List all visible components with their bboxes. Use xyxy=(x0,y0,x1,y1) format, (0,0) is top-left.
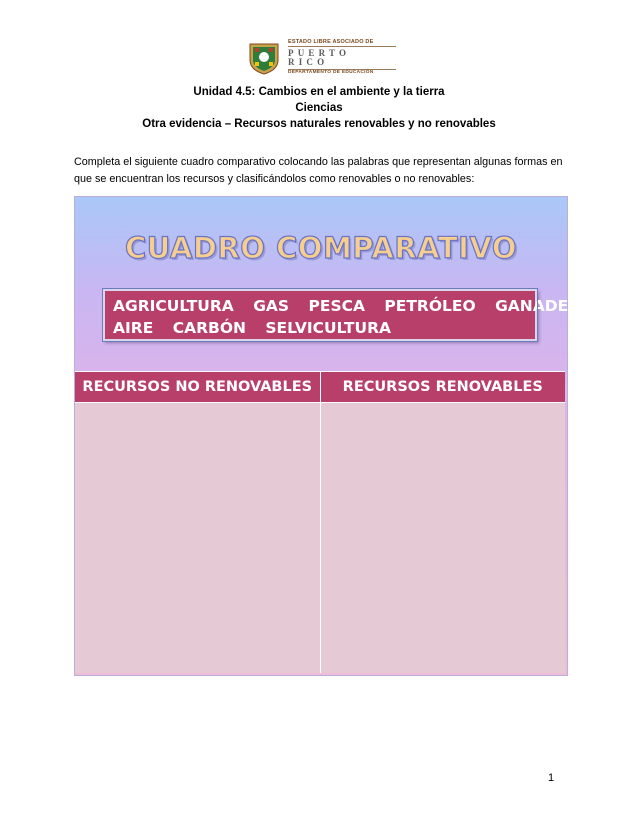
department-logo xyxy=(246,40,396,76)
word-bank-item: AGRICULTURA xyxy=(113,297,234,315)
page-number: 1 xyxy=(548,772,555,784)
document-titles xyxy=(0,84,638,132)
column-header-renewable: RECURSOS RENOVABLES xyxy=(320,372,566,402)
unit-title: Unidad 4.5: Cambios en el ambiente y la tierra xyxy=(193,86,445,98)
subject-title: Ciencias xyxy=(295,102,343,114)
agency-name xyxy=(288,40,396,76)
word-bank xyxy=(103,289,598,341)
renewable-answer-cell[interactable] xyxy=(320,403,566,673)
word-bank-row-2 xyxy=(113,317,535,339)
column-header-non-renewable: RECURSOS NO RENOVABLES xyxy=(82,379,313,395)
puerto-rico-seal-icon xyxy=(246,40,282,76)
non-renewable-answer-cell[interactable] xyxy=(75,403,320,673)
word-bank-item: PESCA xyxy=(308,297,365,315)
chart-title: CUADRO COMPARATIVO xyxy=(124,231,518,265)
agency-line-2: PUERTO RICO xyxy=(288,48,351,68)
agency-line-3: DEPARTAMENTO DE EDUCACIÓN xyxy=(288,70,374,76)
activity-title: Otra evidencia – Recursos naturales renovables y no renovables xyxy=(142,118,496,130)
agency-line-1: ESTADO LIBRE ASOCIADO DE xyxy=(288,38,374,45)
instructions-paragraph: Completa el siguiente cuadro comparativo colocando las palabras que representan algunas formas en que se encuentran los recursos y clasificándolos como renovables o no renovables: xyxy=(74,156,563,185)
table-body xyxy=(75,403,565,673)
word-bank-item: GAS xyxy=(253,297,290,315)
word-bank-item: AIRE xyxy=(113,319,154,337)
word-bank-item: CARBÓN xyxy=(172,319,246,337)
comparison-table xyxy=(75,371,565,673)
comparison-chart-graphic xyxy=(74,196,598,676)
word-bank-item: SELVICULTURA xyxy=(265,319,392,337)
word-bank-item: GANADERIA xyxy=(495,297,598,315)
word-bank-row-1 xyxy=(113,295,598,317)
word-bank-item: PETRÓLEO xyxy=(384,297,476,315)
table-header xyxy=(75,371,565,403)
